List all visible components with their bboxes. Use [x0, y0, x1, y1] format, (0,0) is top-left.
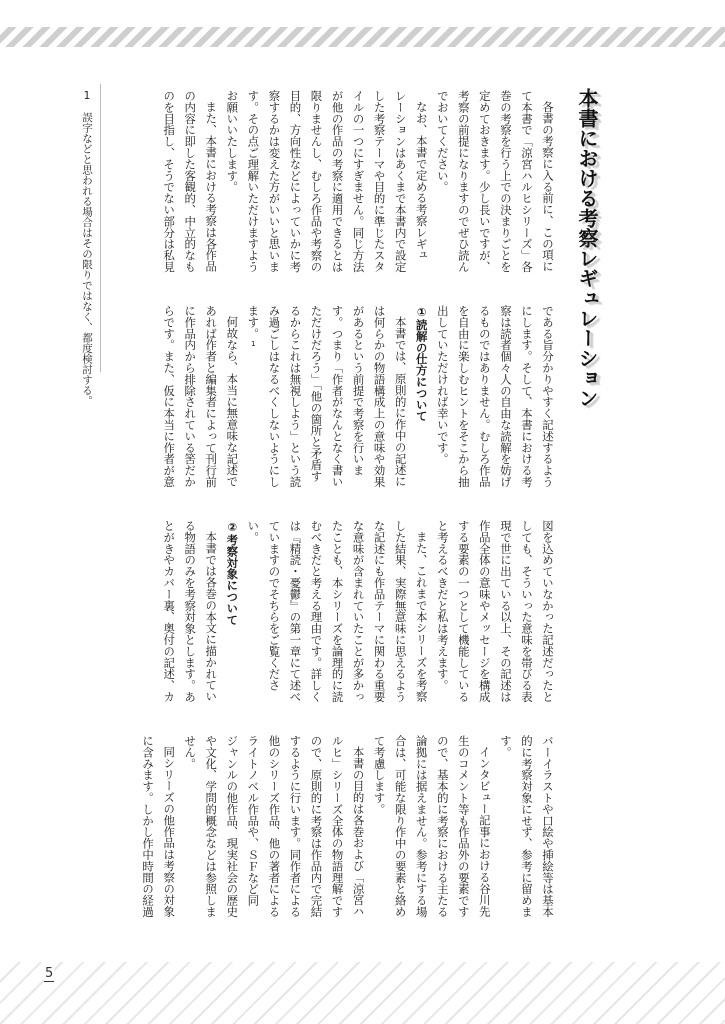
text-line-content: 同シリーズの他作品は考察の対象: [162, 746, 177, 918]
text-line: [158, 735, 179, 919]
text-line: [263, 735, 284, 919]
text-line-content: があるという前提で考察を行いま: [351, 305, 366, 476]
text-line: [453, 305, 474, 489]
text-line: [390, 520, 411, 704]
footnote: [76, 90, 98, 430]
text-line-content: に含みます。しかし作中時間の経過: [141, 735, 156, 918]
text-line-content: す。その点ご理解いただけますよう: [246, 90, 261, 273]
text-line: [242, 735, 263, 919]
text-line-content: のを目指し、そうでない部分は私見: [162, 90, 177, 273]
text-line: [411, 90, 432, 274]
text-line-content: レーションはあくまで本書内で設定: [393, 90, 408, 273]
text-line: [326, 735, 347, 919]
text-line: [474, 520, 495, 704]
text-line: [432, 305, 453, 489]
text-line: [305, 305, 326, 489]
text-line: [263, 90, 284, 274]
text-line: [474, 305, 495, 489]
text-line: [326, 520, 347, 704]
text-line: [432, 90, 453, 274]
text-line-content: するように行います。同作者による: [288, 735, 303, 918]
text-line: [326, 90, 347, 274]
text-line-content: 定めておきます。少し長いですが、: [477, 90, 492, 273]
text-line: [305, 520, 326, 704]
text-line-content: な記述にも作品テーマに関わる重要: [372, 520, 387, 703]
text-line: [179, 735, 200, 919]
text-line: [348, 90, 369, 274]
text-line-content: 他のシリーズ作品、他の著者による: [267, 735, 282, 918]
text-line: [474, 90, 495, 274]
text-line-content: ②考察対象について: [225, 520, 240, 626]
text-line-content: せん。: [183, 735, 198, 770]
text-line: [179, 520, 200, 704]
subsection-heading: [221, 520, 242, 704]
text-line: [453, 90, 474, 274]
text-line-content: バーイラストや口絵や挿絵等は基本: [541, 735, 555, 918]
text-line: [516, 305, 537, 489]
text-line-content: は『精読・憂鬱』の第一章にて述べ: [288, 520, 303, 703]
text-line: [453, 735, 474, 919]
text-line: [369, 305, 390, 489]
text-line-content: また、本書における考察は各作品: [204, 101, 219, 273]
text-line-content: にします。そして、本書における考: [519, 305, 534, 488]
text-line-content: を自由に楽しむヒントをそこから抽: [456, 305, 471, 488]
text-line-content: み過ごしはなるべくしないようにし: [267, 305, 282, 488]
text-line-content: とがきやカバー裏、奥付の記述、カ: [162, 520, 177, 703]
text-tier-1: [137, 90, 558, 274]
text-line: [537, 305, 558, 489]
text-line: [179, 90, 200, 274]
text-line-content: 出していただければ幸いです。: [435, 305, 450, 465]
text-line-content: 合は、可能な限り作中の要素と絡め: [393, 735, 408, 918]
text-line-content: インタビュー記事における谷川先: [477, 746, 492, 918]
text-line: [305, 735, 326, 919]
text-line-content: ので、原則的に考察は作品内で完結: [309, 735, 324, 918]
text-line: [284, 520, 305, 704]
text-line-content: 各書の考察に入る前に、この項に: [541, 101, 555, 273]
text-line: [390, 735, 411, 919]
header-stripe-band: [0, 27, 725, 47]
text-line-content: 的に考察対象にせず、参考に留めま: [519, 735, 534, 918]
text-line-content: 目的、方向性などによっていかに考: [288, 90, 303, 273]
text-line-content: 現で世に出ている以上、その記述は: [498, 520, 513, 703]
text-line-content: 本書では、原則的に作中の記述に: [393, 316, 408, 488]
text-line: [537, 735, 558, 919]
text-line-content: お願いいたします。: [225, 90, 240, 193]
text-line-content: 察するかは変えた方がいいと思いま: [267, 90, 282, 273]
text-line-content: あれば作者と編集者によって刊行前: [204, 305, 219, 488]
text-line: [411, 735, 432, 919]
text-line: [158, 305, 179, 489]
text-line-content: 巻の考察を行う上での決まりごとを: [498, 90, 513, 273]
text-line: [242, 305, 263, 489]
text-line-content: す。: [498, 735, 513, 758]
text-line: [390, 305, 411, 489]
text-line: [495, 305, 516, 489]
text-line: [411, 520, 432, 704]
text-tier-3: [137, 520, 558, 704]
text-line-content: ます。: [246, 305, 261, 340]
text-line: [537, 90, 558, 274]
text-line-content: の内容に即した客観的、中立的なも: [183, 90, 198, 273]
text-line-content: る物語のみを考察対象とします。あ: [183, 520, 198, 703]
text-line: [200, 520, 221, 704]
text-line: [137, 735, 158, 919]
text-line-content: て本書で「涼宮ハルヒシリーズ」各: [519, 90, 534, 273]
text-line-content: や文化、学問的概念などは参照しま: [204, 735, 219, 918]
text-line: [221, 735, 242, 919]
text-line-content: である旨分かりやすく記述するよう: [541, 305, 555, 488]
text-line: [158, 90, 179, 274]
text-line-content: 生のコメント等も作品外の要素です: [456, 735, 471, 918]
text-line: [221, 90, 242, 274]
text-line-content: 何故なら、本当に無意味な記述で: [225, 316, 240, 488]
text-line: [516, 90, 537, 274]
text-line-content: 本書では各巻の本文に描かれてい: [204, 531, 219, 703]
text-line: [263, 305, 284, 489]
text-line: [263, 520, 284, 704]
text-line-content: する要素の一つとして機能している: [456, 520, 471, 703]
text-line-content: るものではありません。むしろ作品: [477, 305, 492, 488]
text-line-content: ジャンルの他作品、現実社会の歴史: [225, 735, 240, 918]
text-line-content: した結果、実際無意味に思えるよう: [393, 520, 408, 703]
text-line-content: イルの一つにすぎません。同じ方法: [351, 90, 366, 273]
text-line-content: 図を込めていなかった記述だったと: [541, 520, 555, 703]
text-line: [284, 735, 305, 919]
text-line-content: 作品全体の意味やメッセージを構成: [477, 520, 492, 703]
text-line-content: な意味が含まれていたことが多かっ: [351, 520, 366, 703]
text-line-content: 論拠には据えません。参考にする場: [414, 735, 429, 918]
text-line-content: ので、基本的に考察における主たる: [435, 735, 450, 918]
text-line: [284, 90, 305, 274]
text-line: [495, 90, 516, 274]
text-line-content: した考察テーマや目的に準じたスタ: [372, 90, 387, 273]
footnote-number: 1: [81, 90, 93, 102]
text-line: [242, 90, 263, 274]
footer-stripe-pattern: [0, 962, 725, 1024]
text-tier-4: [137, 735, 558, 919]
text-line: [390, 90, 411, 274]
text-line: [200, 735, 221, 919]
text-line: [348, 735, 369, 919]
text-line-content: 考察の前提になりますのでぜひ読ん: [456, 90, 471, 273]
text-line: [200, 90, 221, 274]
text-line: [432, 520, 453, 704]
text-line: [326, 305, 347, 489]
text-line-content: が他の作品の考察に適用できるとは: [330, 90, 345, 273]
text-line-content: また、これまで本シリーズを考察: [414, 531, 429, 703]
text-line-content: 察は読者個々人の自由な読解を妨げ: [498, 305, 513, 488]
text-line: [305, 90, 326, 274]
footnote-text: 誤字などと思われる場合はその限りではなく、都度検討する。: [81, 112, 93, 406]
text-line-content: ルヒ」シリーズ全体の物語理解です: [330, 735, 345, 918]
text-line-content: と考えるべきだと私は考えます。: [435, 520, 450, 691]
text-line-content: す。つまり「作者がなんとなく書い: [330, 305, 345, 488]
text-line: [348, 305, 369, 489]
text-line-content: らです。また、仮に本当に作者が意: [162, 305, 177, 488]
text-line-content: るからこれは無視しよう」という読: [288, 305, 303, 488]
subsection-heading: [411, 305, 432, 489]
text-line: [369, 520, 390, 704]
text-line: [242, 520, 263, 704]
text-line: [179, 305, 200, 489]
text-line: [474, 735, 495, 919]
text-line-content: なお、本書で定める考察レギュ: [414, 101, 429, 261]
footnote-divider: [100, 84, 101, 372]
text-line: [348, 520, 369, 704]
text-line: [537, 520, 558, 704]
text-line-content: ていますのでそちらをご覧くださ: [267, 520, 282, 691]
text-line-content: ライトノベル作品や、ＳＦなど同: [246, 735, 261, 906]
text-line: [495, 520, 516, 704]
text-line: [369, 90, 390, 274]
text-line-content: 本書の目的は各巻および「涼宮ハ: [351, 746, 366, 918]
text-line-content: 限りませんし、むしろ作品や考察の: [309, 90, 324, 273]
section-title: 本書における考察レギュレーション: [575, 88, 599, 408]
text-line: [369, 735, 390, 919]
text-line: [495, 735, 516, 919]
text-line-content: でおいてください。: [435, 90, 450, 193]
page-number: 5: [45, 966, 54, 981]
text-line-content: ①読解の仕方について: [414, 305, 429, 422]
text-line-content: は何らかの物語構成上の意味や効果: [372, 305, 387, 488]
text-line-content: たことも、本シリーズを論理的に読: [330, 520, 345, 703]
text-tier-2: [137, 305, 558, 489]
text-line: [284, 305, 305, 489]
text-line: [453, 520, 474, 704]
text-line-content: むべきだと考える理由です。詳しく: [309, 520, 324, 703]
text-line: [432, 735, 453, 919]
text-line-content: に作品内から排除されている筈だか: [183, 305, 198, 488]
text-line: [200, 305, 221, 489]
text-line-content: しても、そういった意味を帯びる表: [519, 520, 534, 703]
text-line-content: ただけだろう」「他の箇所と矛盾す: [309, 305, 324, 482]
text-line-content: て考慮します。: [372, 735, 387, 815]
footnote-reference: 1: [249, 340, 258, 349]
text-line: [516, 520, 537, 704]
text-line: [158, 520, 179, 704]
text-line: [221, 305, 242, 489]
text-line-content: い。: [246, 520, 261, 543]
text-line: [516, 735, 537, 919]
